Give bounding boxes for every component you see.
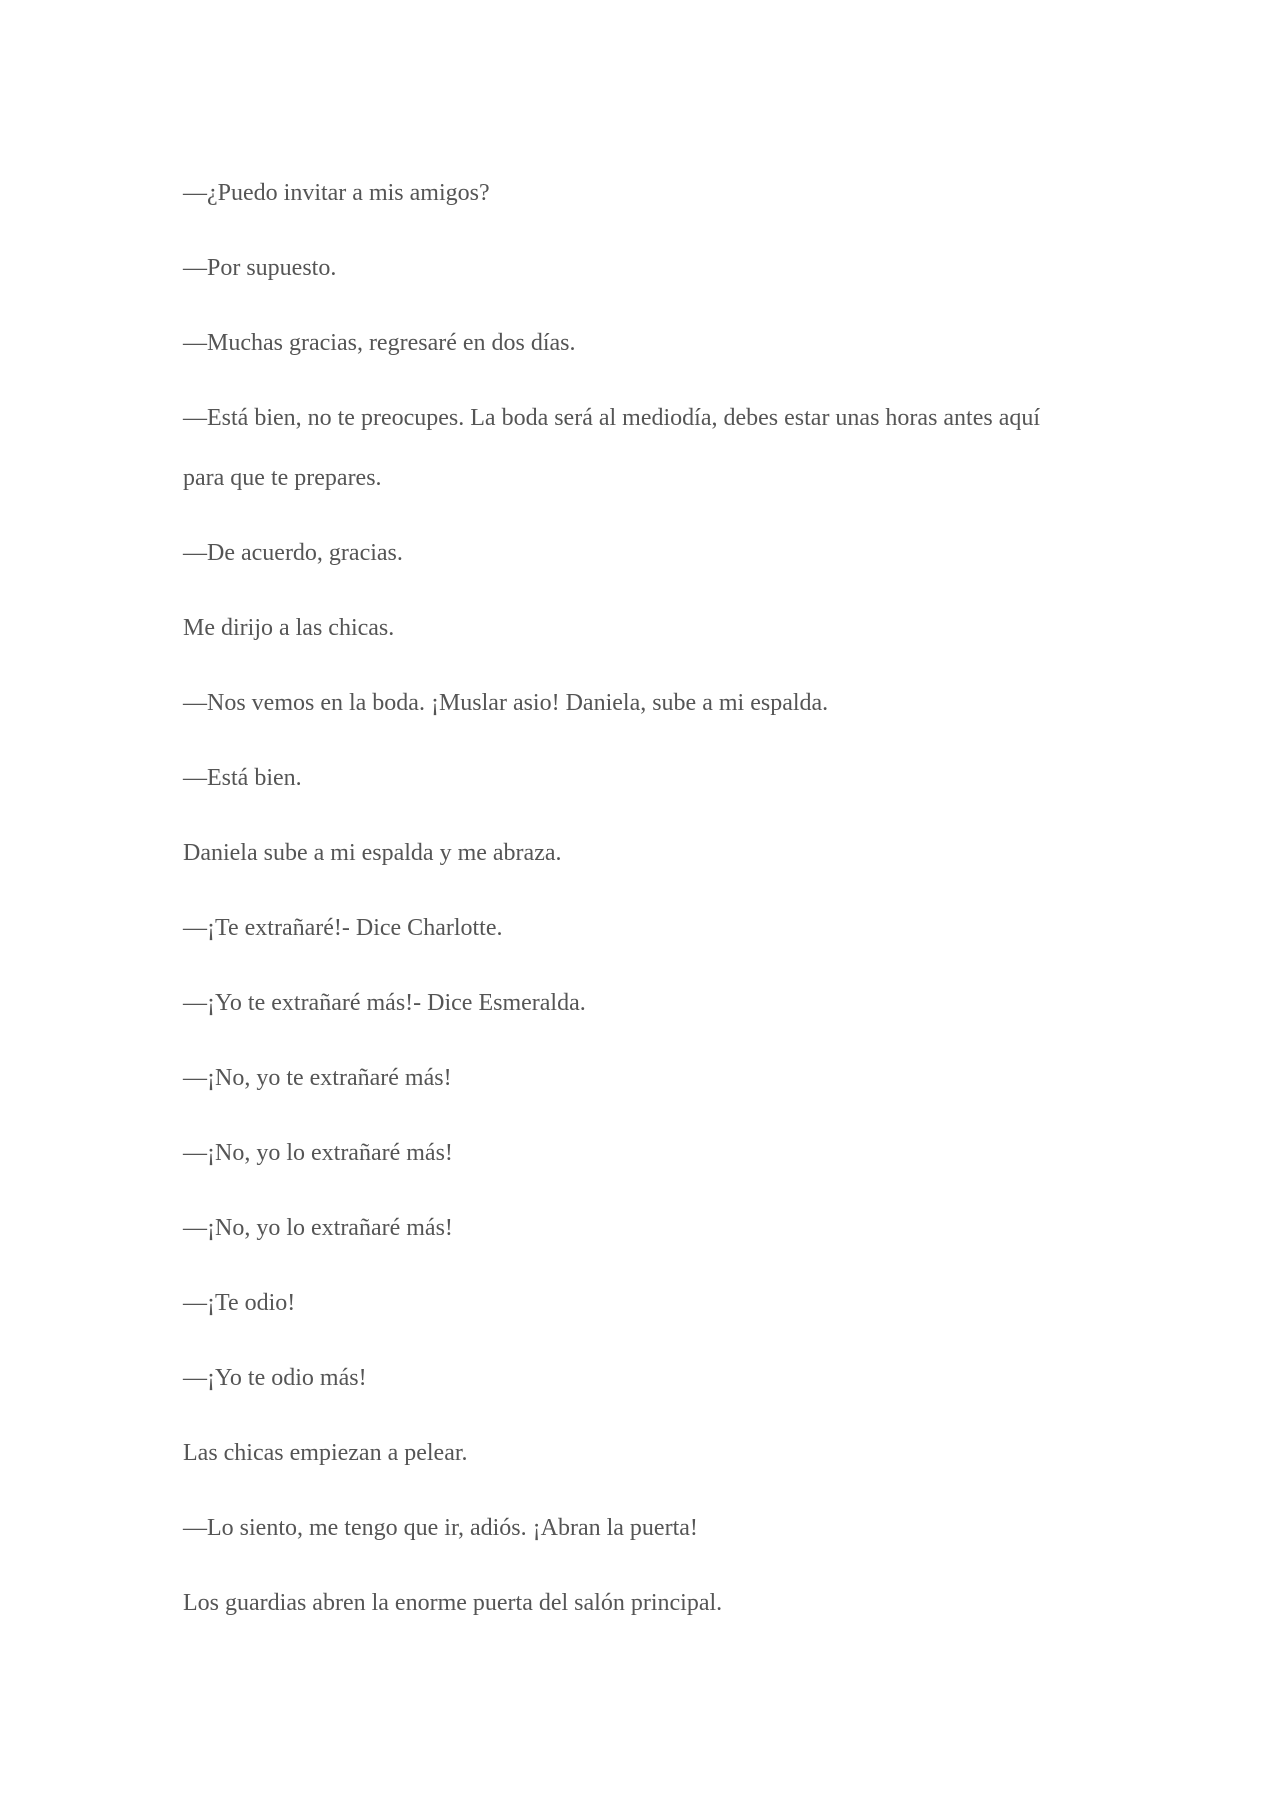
paragraph: —Está bien, no te preocupes. La boda será al mediodía, debes estar unas horas antes aquí para que te prepares. xyxy=(183,405,1041,491)
paragraph: Daniela sube a mi espalda y me abraza. xyxy=(183,840,562,866)
paragraph: —¡Te odio! xyxy=(183,1290,296,1316)
paragraph: —¡Yo te extrañaré más!- Dice Esmeralda. xyxy=(183,990,586,1016)
paragraph: —Lo siento, me tengo que ir, adiós. ¡Abran la puerta! xyxy=(183,1515,698,1541)
paragraph: —Muchas gracias, regresaré en dos días. xyxy=(183,330,576,356)
paragraph: —¿Puedo invitar a mis amigos? xyxy=(183,180,490,206)
paragraph: —Está bien. xyxy=(183,765,302,791)
paragraph: —De acuerdo, gracias. xyxy=(183,540,403,566)
paragraph: —¡Te extrañaré!- Dice Charlotte. xyxy=(183,915,503,941)
paragraph: Los guardias abren la enorme puerta del salón principal. xyxy=(183,1590,723,1616)
paragraph: —Por supuesto. xyxy=(183,255,337,281)
paragraph: —¡No, yo lo extrañaré más! xyxy=(183,1140,453,1166)
paragraph: —¡No, yo te extrañaré más! xyxy=(183,1065,452,1091)
paragraph: Las chicas empiezan a pelear. xyxy=(183,1440,468,1466)
paragraph: —Nos vemos en la boda. ¡Muslar asio! Daniela, sube a mi espalda. xyxy=(183,690,829,716)
document-body xyxy=(183,178,1083,1663)
paragraph: —¡No, yo lo extrañaré más! xyxy=(183,1215,453,1241)
paragraph: —¡Yo te odio más! xyxy=(183,1365,367,1391)
paragraph: Me dirijo a las chicas. xyxy=(183,615,395,641)
